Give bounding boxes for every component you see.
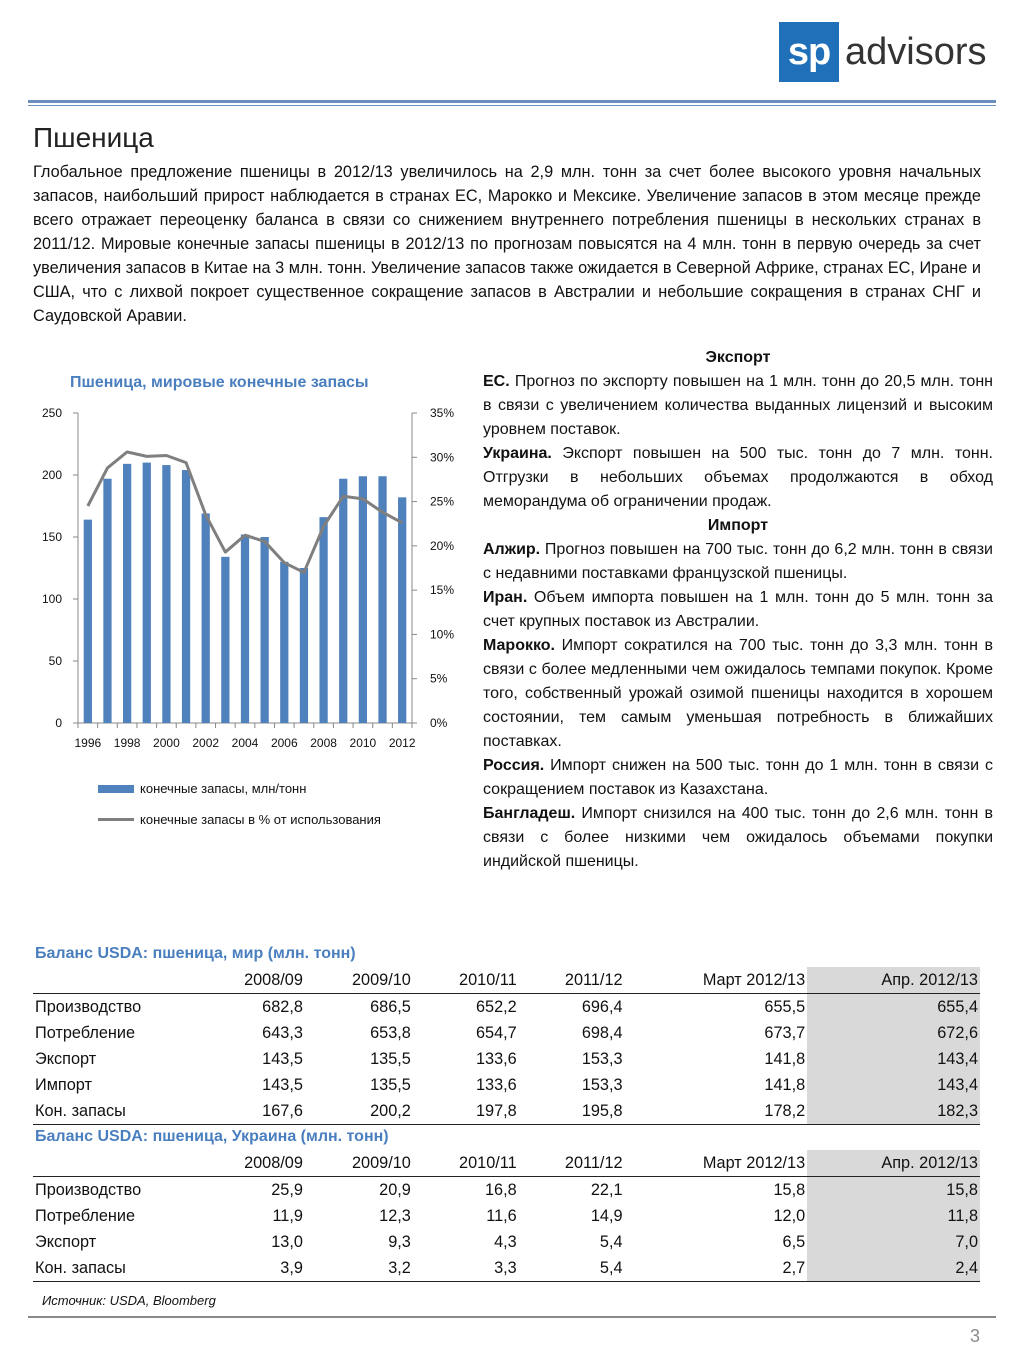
- table-row: [33, 1177, 980, 1204]
- table-header-cell: 2009/10: [305, 1150, 413, 1177]
- table-header-cell: 2008/09: [197, 967, 305, 994]
- source-note: Источник: USDA, Bloomberg: [42, 1293, 216, 1308]
- table-row: [33, 1255, 980, 1282]
- y2-tick-label: 20%: [430, 538, 455, 553]
- table-header-cell: Апр. 2012/13: [807, 1150, 980, 1177]
- import-heading: Импорт: [707, 517, 769, 534]
- table-row: [33, 994, 980, 1021]
- item-morocco: Марокко. Импорт сократился на 700 тыс. тонн до 3,3 млн. тонн в связи с более медленными чем ожидалось темпами покупок. Кроме того, собственный урожай озимой пшеницы находится в хорошем состоянии, тем самым уменьшая потребность в ближайших поставках.: [483, 637, 993, 750]
- table-row: [33, 1229, 980, 1255]
- x-tick-label: 2012: [388, 736, 416, 750]
- bar: [359, 476, 367, 723]
- x-tick-label: 2008: [310, 736, 337, 750]
- legend-label-bars: конечные запасы, млн/тонн: [140, 781, 307, 796]
- x-tick-label: 2010: [349, 736, 377, 750]
- y2-tick-label: 10%: [430, 627, 455, 642]
- y2-tick-label: 0%: [430, 716, 448, 730]
- table-cell: 673,7: [764, 1023, 806, 1042]
- logo: [779, 22, 987, 82]
- legend-swatch-bar: [98, 785, 134, 793]
- table-header-cell: Апр. 2012/13: [807, 967, 980, 994]
- table-cell: 654,7: [475, 1023, 517, 1042]
- table-row: [33, 1203, 980, 1229]
- bar: [103, 479, 111, 723]
- logo-text: advisors: [845, 30, 987, 73]
- table-cell: 655,5: [764, 997, 806, 1016]
- table-ukraine: [33, 1150, 980, 1282]
- bar: [319, 517, 327, 723]
- table-world: [33, 967, 980, 1125]
- table-cell: 6,5: [782, 1232, 806, 1251]
- y-tick-label: 100: [41, 592, 62, 606]
- bar: [300, 568, 308, 723]
- table-cell: 167,6: [197, 1098, 305, 1125]
- x-tick-label: 2004: [231, 736, 259, 750]
- intro-paragraph: Глобальное предложение пшеницы в 2012/13 увеличилось на 2,9 млн. тонн за счет более высокого уровня начальных запасов, наибольший прирост наблюдается в странах ЕС, Марокко и Мексике. Увеличение запасов в этом месяце прежде всего отражает переоценку баланса в связи со снижением внутреннего потребления пшеницы в нескольких странах в 2011/12. Мировые конечные запасы пшеницы в 2012/13 по прогнозам повысятся на 4 млн. тонн в первую очередь за счет увеличения запасов в Китае на 3 млн. тонн. Увеличение запасов также ожидается в Северной Африке, странах ЕС, Иране и США, что с лихвой покроет существенное сокращение запасов в Австралии и небольшие сокращения в странах СНГ и Саудовской Аравии.: [33, 163, 981, 325]
- table-cell: Экспорт: [35, 1232, 97, 1251]
- table-row: [33, 1020, 980, 1046]
- table-cell: 643,3: [262, 1023, 303, 1042]
- table-cell: 3,9: [197, 1255, 305, 1282]
- table-cell: 655,4: [807, 994, 980, 1021]
- table-cell: 682,8: [262, 997, 303, 1016]
- table-cell: 20,9: [379, 1180, 411, 1199]
- table-header-cell: 2011/12: [519, 1150, 625, 1177]
- header-rule-thin: [28, 105, 996, 106]
- x-tick-label: 2002: [192, 736, 220, 750]
- legend-item-bars: [98, 781, 306, 796]
- table-cell: Импорт: [35, 1075, 92, 1094]
- table-cell: 2,7: [625, 1255, 808, 1282]
- table-cell: 22,1: [590, 1180, 623, 1199]
- bar: [280, 562, 288, 723]
- table-header-cell: Март 2012/13: [625, 1150, 808, 1177]
- table-cell: Кон. запасы: [33, 1255, 197, 1282]
- table-cell: Производство: [35, 997, 142, 1016]
- item-ukraine: Украина. Экспорт повышен на 500 тыс. тонн до 7 млн. тонн. Отгрузки в небольших объемах продолжаются в обход меморандума об ограничении продаж.: [483, 445, 993, 510]
- table-ukraine-title: Баланс USDA: пшеница, Украина (млн. тонн): [35, 1128, 389, 1145]
- table-cell: 686,5: [370, 997, 411, 1016]
- x-tick-label: 2006: [270, 736, 298, 750]
- y-tick-label: 150: [41, 530, 62, 544]
- table-cell: 4,3: [494, 1232, 517, 1251]
- bar: [182, 470, 190, 723]
- y2-tick-label: 35%: [430, 406, 455, 420]
- table-cell: 5,4: [519, 1255, 625, 1282]
- x-tick-label: 1998: [113, 736, 141, 750]
- bar: [241, 535, 249, 723]
- legend-item-line: [98, 812, 381, 827]
- legend-label-line: конечные запасы в % от использования: [140, 812, 381, 827]
- logo-mark: sp: [779, 22, 839, 82]
- bar: [202, 513, 210, 723]
- bar: [261, 537, 269, 723]
- table-header-row: [33, 967, 980, 994]
- bar: [143, 463, 151, 723]
- table-header-cell: 2010/11: [413, 1150, 519, 1177]
- table-cell: 133,6: [475, 1075, 517, 1094]
- table-world-title: Баланс USDA: пшеница, мир (млн. тонн): [35, 945, 356, 962]
- item-iran: Иран. Объем импорта повышен на 1 млн. тонн до 5 млн. тонн за счет крупных поставок из Австралии.: [483, 589, 993, 630]
- table-cell: 153,3: [581, 1049, 623, 1068]
- table-cell: 14,9: [590, 1206, 623, 1225]
- table-cell: 3,2: [305, 1255, 413, 1282]
- table-header-cell: 2008/09: [197, 1150, 305, 1177]
- table-cell: 11,9: [272, 1206, 303, 1225]
- table-row: [33, 1072, 980, 1098]
- table-cell: 178,2: [625, 1098, 808, 1125]
- page-number: 3: [969, 1326, 980, 1346]
- table-cell: 200,2: [305, 1098, 413, 1125]
- item-algeria: Алжир. Прогноз повышен на 700 тыс. тонн до 6,2 млн. тонн в связи с недавними поставками французской пшеницы.: [483, 541, 993, 582]
- table-row: [33, 1046, 980, 1072]
- table-cell: 3,3: [413, 1255, 519, 1282]
- y-tick-label: 50: [48, 654, 62, 668]
- table-cell: Потребление: [35, 1023, 136, 1042]
- page-title: Пшеница: [33, 122, 154, 153]
- y-tick-label: 0: [55, 716, 62, 730]
- legend-swatch-line: [98, 818, 134, 821]
- table-cell: Экспорт: [35, 1049, 97, 1068]
- table-cell: 135,5: [370, 1075, 411, 1094]
- table-cell: 12,0: [773, 1206, 806, 1225]
- table-cell: 195,8: [519, 1098, 625, 1125]
- table-cell: 16,8: [485, 1180, 517, 1199]
- export-heading: Экспорт: [705, 349, 771, 366]
- table-header-cell: [33, 1150, 197, 1177]
- y-tick-label: 200: [41, 468, 62, 482]
- table-header-cell: 2009/10: [305, 967, 413, 994]
- table-cell: 12,3: [379, 1206, 411, 1225]
- table-cell: 141,8: [764, 1075, 806, 1094]
- header-rule: [28, 100, 996, 103]
- y2-tick-label: 5%: [430, 671, 448, 686]
- table-cell: 9,3: [388, 1232, 411, 1251]
- table-header-row: [33, 1150, 980, 1177]
- table-cell: 672,6: [807, 1020, 980, 1046]
- table-cell: Потребление: [35, 1206, 136, 1225]
- table-cell: 182,3: [807, 1098, 980, 1125]
- bar: [162, 465, 170, 723]
- table-cell: 143,5: [262, 1049, 303, 1068]
- item-eu: ЕС. Прогноз по экспорту повышен на 1 млн. тонн до 20,5 млн. тонн в связи с увеличением количества выданных лицензий и высоким уровнем поставок.: [483, 373, 993, 438]
- footer-rule: [28, 1316, 996, 1318]
- table-cell: 135,5: [370, 1049, 411, 1068]
- table-cell: 133,6: [475, 1049, 517, 1068]
- bar: [398, 497, 406, 723]
- y2-tick-label: 25%: [430, 494, 455, 509]
- table-row: [33, 1098, 980, 1125]
- y2-tick-label: 15%: [430, 583, 455, 598]
- table-cell: 652,2: [475, 997, 517, 1016]
- table-cell: 2,4: [807, 1255, 980, 1282]
- table-cell: 197,8: [413, 1098, 519, 1125]
- bar: [221, 557, 229, 723]
- y-tick-label: 250: [41, 406, 62, 420]
- bar: [339, 479, 347, 723]
- table-cell: 11,6: [486, 1206, 517, 1225]
- table-cell: Кон. запасы: [33, 1098, 197, 1125]
- table-header-cell: 2011/12: [519, 967, 625, 994]
- table-header-cell: 2010/11: [413, 967, 519, 994]
- table-cell: 15,8: [807, 1177, 980, 1204]
- chart-title: Пшеница, мировые конечные запасы: [70, 374, 369, 391]
- trade-commentary: [483, 346, 993, 874]
- table-cell: 143,4: [807, 1072, 980, 1098]
- bar: [123, 464, 131, 723]
- table-cell: 653,8: [370, 1023, 411, 1042]
- table-cell: 11,8: [807, 1203, 980, 1229]
- table-cell: 698,4: [581, 1023, 623, 1042]
- y2-tick-label: 30%: [430, 450, 455, 465]
- table-cell: 13,0: [271, 1232, 303, 1251]
- x-tick-label: 1996: [74, 736, 102, 750]
- x-tick-label: 2000: [153, 736, 180, 750]
- item-bangladesh: Бангладеш. Импорт снизился на 400 тыс. тонн до 2,6 млн. тонн в связи с более низкими чем ожидалось объемами покупки индийской пшеницы.: [483, 805, 993, 870]
- table-header-cell: Март 2012/13: [625, 967, 808, 994]
- table-cell: 15,8: [773, 1180, 806, 1199]
- table-cell: 143,4: [807, 1046, 980, 1072]
- stocks-chart: [20, 396, 470, 761]
- table-cell: Производство: [35, 1180, 142, 1199]
- bar: [84, 520, 92, 723]
- table-cell: 7,0: [807, 1229, 980, 1255]
- table-cell: 25,9: [271, 1180, 303, 1199]
- table-cell: 5,4: [599, 1232, 623, 1251]
- item-russia: Россия. Импорт снижен на 500 тыс. тонн до 1 млн. тонн в связи с сокращением поставок из Казахстана.: [483, 757, 993, 798]
- table-header-cell: [33, 967, 197, 994]
- table-cell: 153,3: [581, 1075, 623, 1094]
- table-cell: 696,4: [581, 997, 623, 1016]
- table-cell: 143,5: [262, 1075, 303, 1094]
- table-cell: 141,8: [764, 1049, 806, 1068]
